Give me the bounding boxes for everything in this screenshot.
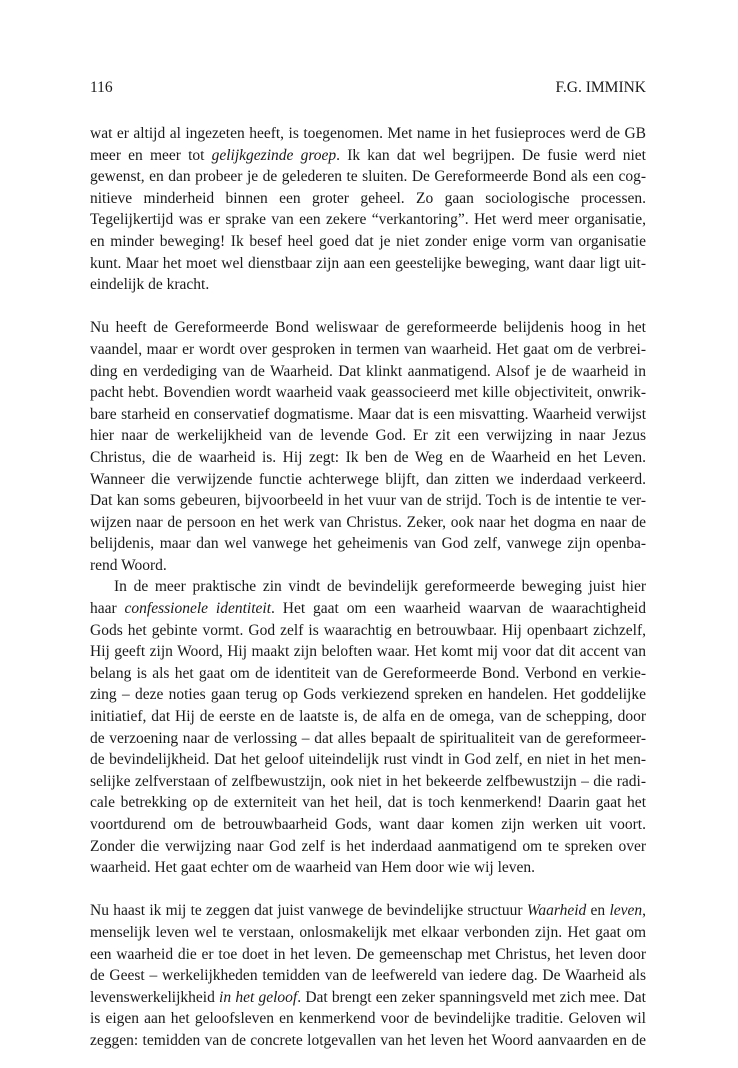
text-line: Zonder die verwijzing naar God zelf is het inderdaad aanmatigend om te spreken over <box>90 837 646 855</box>
text-line: initiatief, dat Hij de eerste en de laatste is, de alfa en de omega, van de schepping, door <box>90 708 646 726</box>
text-line: levenswerkelijkheid in het geloof. Dat brengt een zeker spanningsveld met zich mee. Dat <box>90 988 646 1006</box>
text-line: de Geest – werkelijkheden temidden van de leefwereld van iedere dag. De Waarheid als <box>90 967 646 985</box>
text-line: kunt. Maar het moet wel dienstbaar zijn aan een geestelijke beweging, want daar ligt uit- <box>90 254 646 272</box>
text-line: Wanneer die verwijzende functie achterwege blijft, dan zitten we inderdaad verkeerd. <box>90 470 646 488</box>
text-line: cale betrekking op de externiteit van het heil, dat is toch kenmerkend! Daarin gaat het <box>90 794 646 812</box>
text-line: menselijk leven wel te verstaan, onlosmakelijk met elkaar verbonden zijn. Het gaat om <box>90 923 646 941</box>
text-line: Christus, die de waarheid is. Hij zegt: Ik ben de Weg en de Waarheid en het Leven. <box>90 448 646 466</box>
text-line: vaandel, maar er wordt over gesproken in termen van waarheid. Het gaat om de verbrei- <box>90 340 646 358</box>
paragraph <box>90 317 646 576</box>
italic-term: gelijkgezinde groep <box>211 146 337 164</box>
text-line: zing – deze noties gaan terug op Gods verkiezend spreken en handelen. Het goddelijke <box>90 686 646 704</box>
text-line: belijdenis, maar dan wel vanwege het geheimenis van God zelf, vanwege zijn openba- <box>90 535 646 553</box>
italic-term: leven <box>609 902 643 920</box>
text-line: Hij geeft zijn Woord, Hij maakt zijn beloften waar. Het komt mij voor dat dit accent van <box>90 643 646 661</box>
text-line: Dat kan soms gebeuren, bijvoorbeeld in het vuur van de strijd. Toch is de intentie te ver- <box>90 492 646 510</box>
text-line: de verzoening naar de verlossing – dat alles bepaalt de spiritualiteit van de gereformeer- <box>90 729 646 747</box>
paragraph <box>90 900 646 1051</box>
text-line: belang is als het gaat om de identiteit van de Gereformeerde Bond. Verbond en verkie- <box>90 664 646 682</box>
text-line: Tegelijkertijd was er sprake van een zekere “verkantoring”. Het werd meer organisatie, <box>90 211 646 229</box>
text-line: Nu haast ik mij te zeggen dat juist vanwege de bevindelijke structuur Waarheid en leven, <box>90 902 647 920</box>
text-line: Nu heeft de Gereformeerde Bond weliswaar de gereformeerde belijdenis hoog in het <box>90 319 646 337</box>
italic-term: in het geloof <box>219 988 298 1006</box>
page-number: 116 <box>90 79 113 96</box>
text-line: een waarheid die er toe doet in het leven. De gemeenschap met Christus, het leven door <box>90 945 646 963</box>
text-line: de bevindelijkheid. Dat het geloof uiteindelijk rust vindt in God zelf, en niet in het men- <box>90 751 646 769</box>
paragraph <box>90 123 646 296</box>
text-line: meer en meer tot gelijkgezinde groep. Ik kan dat wel begrijpen. De fusie werd niet <box>90 146 646 164</box>
paragraph-gap <box>90 296 646 318</box>
text-line: pacht hebt. Bovendien wordt waarheid vaak geassocieerd met kille objectiviteit, onwrik- <box>90 384 646 402</box>
text-line: In de meer praktische zin vindt de bevindelijk gereformeerde beweging juist hier <box>114 578 646 596</box>
text-line: hier naar de werkelijkheid van de levende God. Er zit een verwijzing in naar Jezus <box>90 427 646 445</box>
text-line: voortdurend om de betrouwbaarheid Gods, want daar komen zijn werken uit voort. <box>90 816 646 833</box>
text-line: ding en verdediging van de Waarheid. Dat klinkt aanmatigend. Alsof je de waarheid in <box>90 362 646 380</box>
text-line: haar confessionele identiteit. Het gaat om een waarheid waarvan de waarachtigheid <box>90 600 647 618</box>
running-head-author: F.G. IMMINK <box>555 79 646 96</box>
body-text <box>90 123 646 1052</box>
text-line: en minder beweging! Ik besef heel goed dat je niet zonder enige vorm van organisatie <box>90 232 646 250</box>
italic-term: confessionele identiteit <box>124 600 272 618</box>
text-line: eindelijk de kracht. <box>90 276 210 294</box>
paragraph-gap <box>90 879 646 901</box>
text-line: zeggen: temidden van de concrete lotgevallen van het leven het Woord aanvaarden en de <box>90 1031 646 1049</box>
text-line: bare starheid en conservatief dogmatisme. Maar dat is een misvatting. Waarheid verwijst <box>90 405 646 423</box>
paragraph <box>90 576 646 878</box>
text-line: nitieve minderheid binnen een groter geheel. Zo gaan sociologische processen. <box>90 189 646 207</box>
text-line: rend Woord. <box>90 556 167 574</box>
italic-term: Waarheid <box>526 902 587 920</box>
text-line: waarheid. Het gaat echter om de waarheid van Hem door wie wij leven. <box>90 859 536 877</box>
text-line: gewenst, en dan probeer je de gelederen te sluiten. De Gereformeerde Bond als een cog- <box>90 168 646 186</box>
text-line: Gods het gebinte vormt. God zelf is waarachtig en betrouwbaar. Hij openbaart zichzelf, <box>90 621 646 639</box>
text-line: selijke zelfverstaan of zelfbewustzijn, ook niet in het bekeerde zelfbewustzijn – die radi- <box>90 772 646 790</box>
text-line: wat er altijd al ingezeten heeft, is toegenomen. Met name in het fusieproces werd de GB <box>90 125 646 142</box>
text-line: is eigen aan het geloofsleven en kenmerkend voor de bevindelijke traditie. Geloven wil <box>90 1010 646 1028</box>
running-header <box>90 78 646 98</box>
text-line: wijzen naar de persoon en het werk van Christus. Zeker, ook naar het dogma en naar de <box>90 513 646 531</box>
